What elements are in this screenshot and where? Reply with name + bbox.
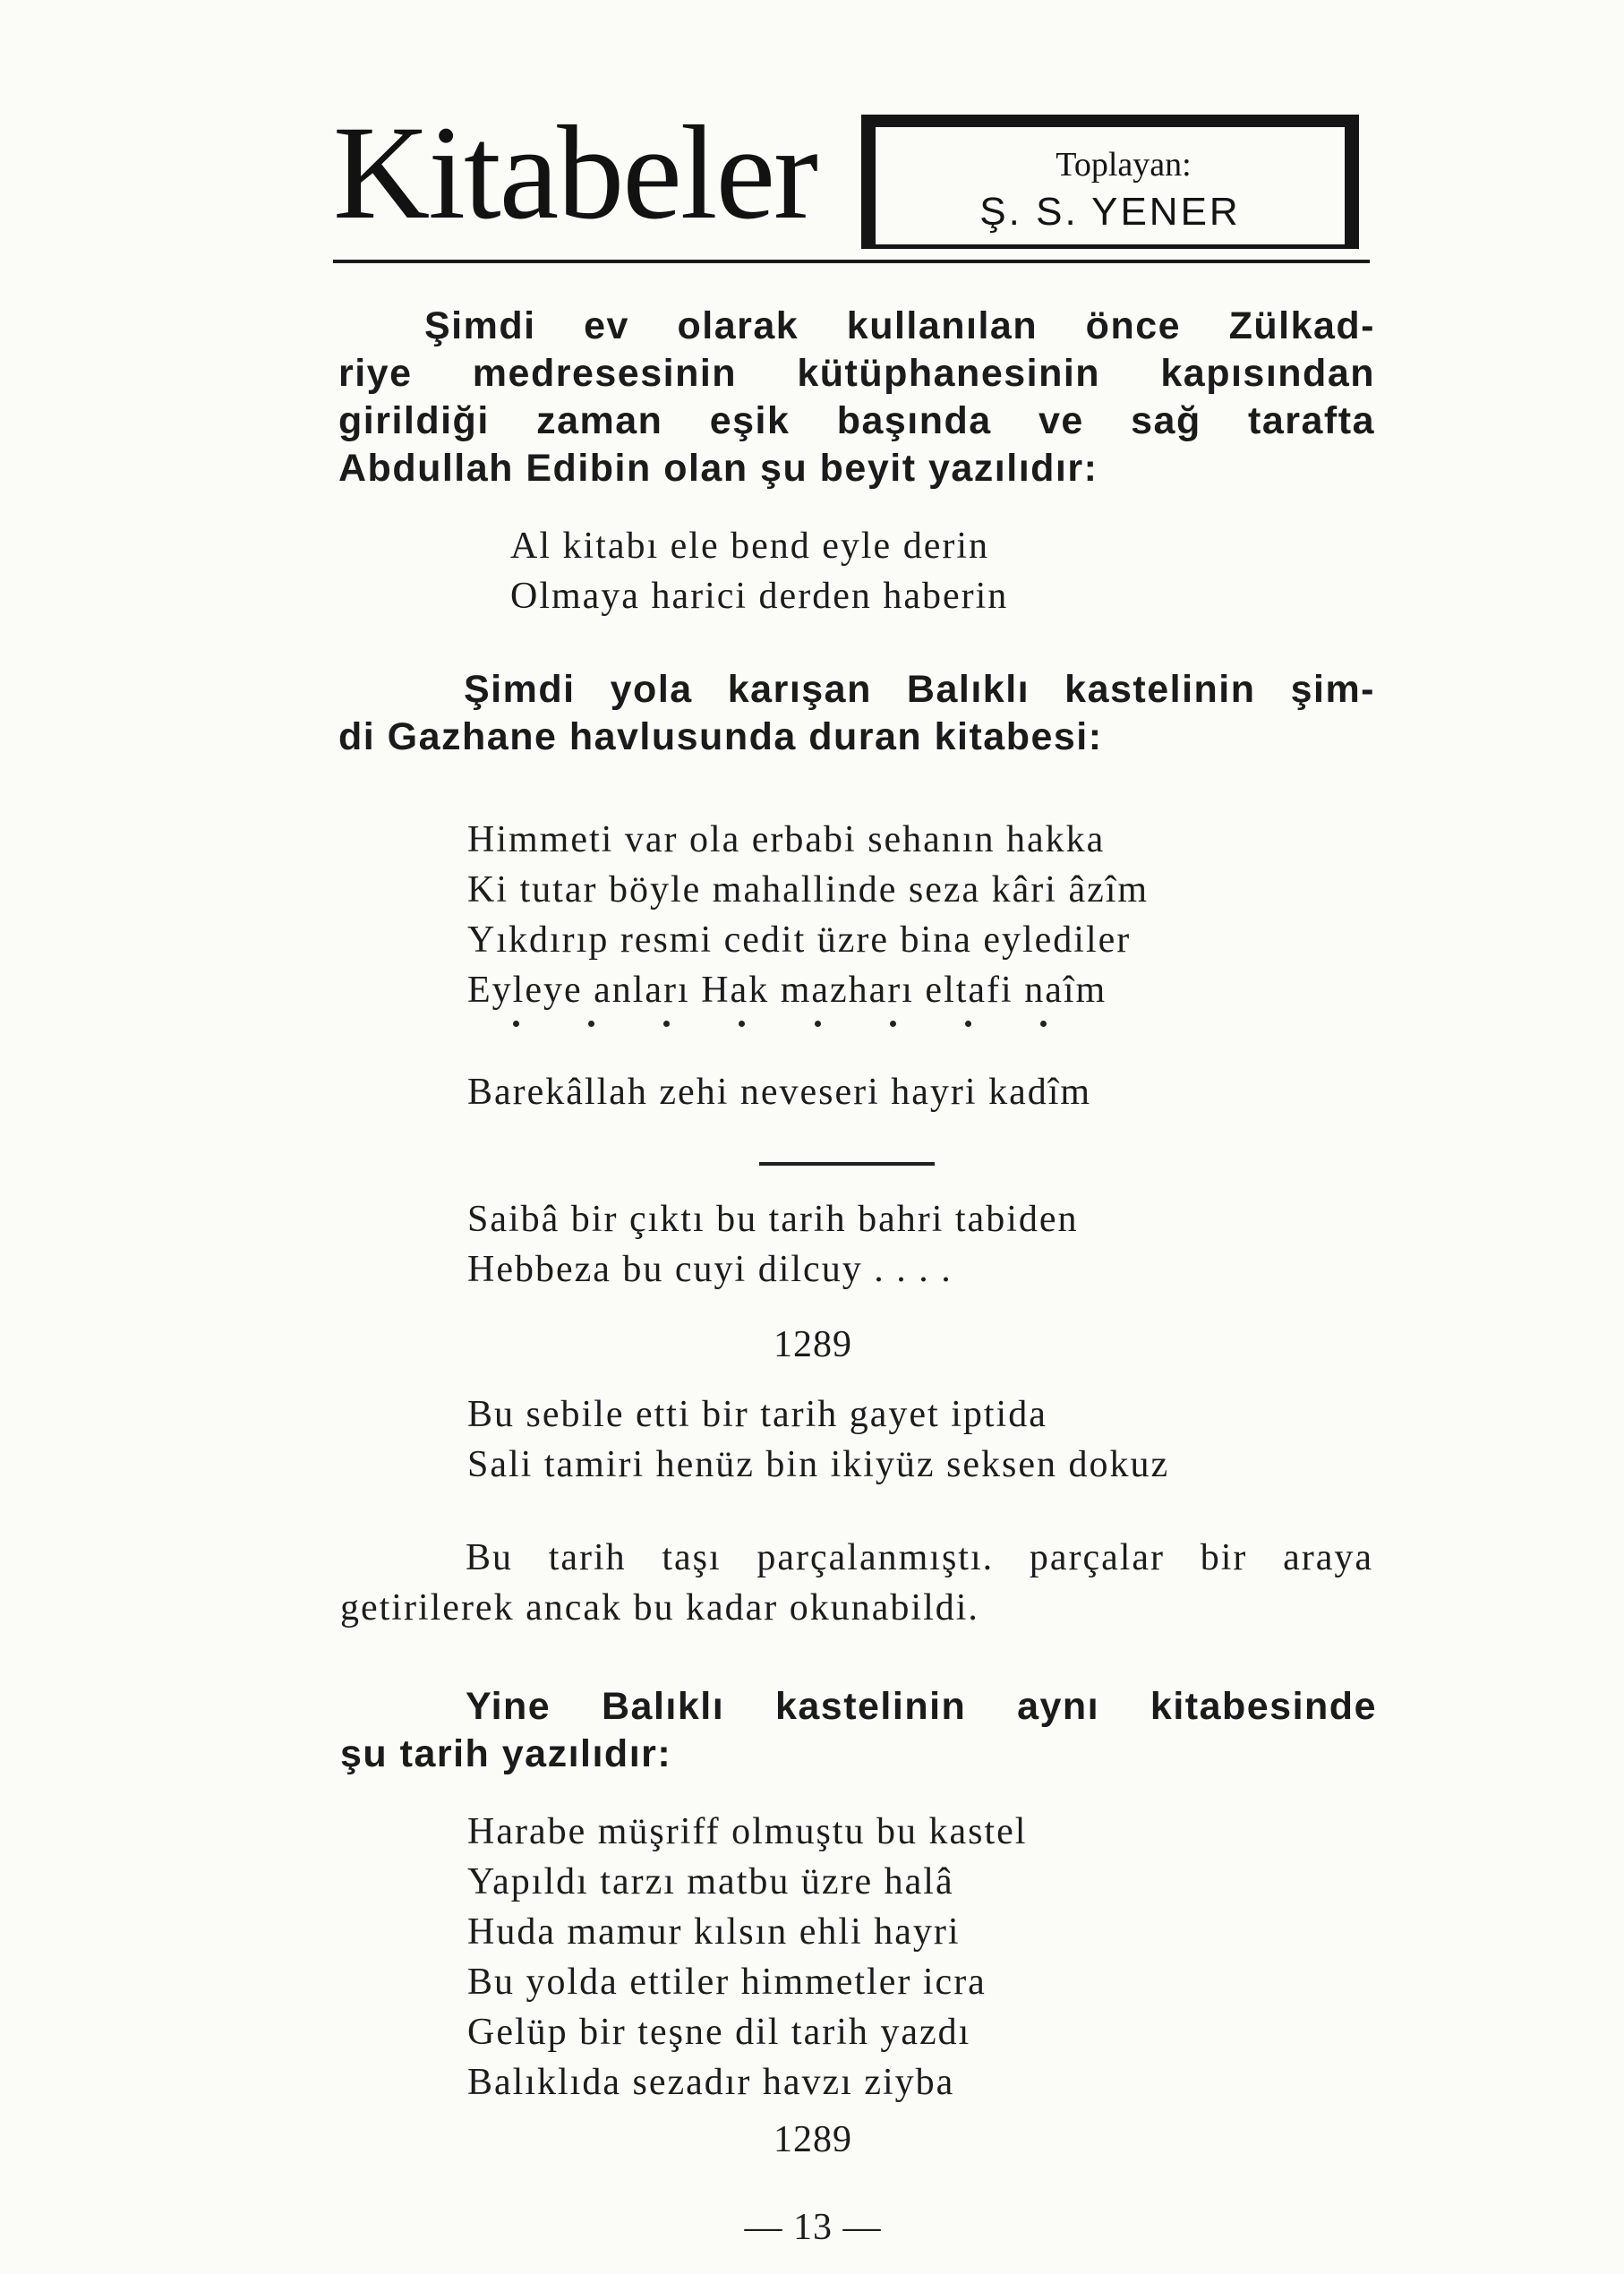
section3-intro: [340, 1683, 1377, 1778]
year-label: 1289: [774, 2119, 852, 2160]
section2-verse2: [467, 1194, 1079, 1295]
section1-line: girildiği zaman eşik başında ve sağ tarafta: [338, 399, 1375, 442]
verse-line: Olmaya harici derden haberin: [510, 576, 1009, 617]
compiler-label: Toplayan:: [1056, 146, 1192, 184]
section1-line: riye medresesinin kütüphanesinin kapısından: [338, 352, 1375, 395]
verse-line: Huda mamur kılsın ehli hayri: [467, 1911, 961, 1953]
verse-line: Eyleye anları Hak mazharı eltafi naîm: [467, 970, 1107, 1011]
section3-line: Yine Balıklı kastelinin aynı kitabesinde: [466, 1685, 1377, 1728]
verse-line: Balıklıda sezadır havzı ziyba: [467, 2062, 955, 2103]
header-rule: [333, 260, 1370, 263]
ellipsis-dots: [513, 1021, 1047, 1027]
section1-line: Abdullah Edibin olan şu beyit yazılıdır:: [338, 447, 1098, 490]
verse-line: Bu yolda ettiler himmetler icra: [467, 1962, 987, 2003]
page-number: — 13 —: [744, 2207, 882, 2248]
verse-line: Saibâ bir çıktı bu tarih bahri tabiden: [467, 1199, 1079, 1240]
verse-line: Sali tamiri henüz bin ikiyüz seksen dokuz: [467, 1444, 1170, 1485]
compiler-name: Ş. S. YENER: [979, 190, 1241, 234]
verse-line: Yıkdırıp resmi cedit üzre bina eylediler: [467, 919, 1132, 961]
section2-note: [340, 1533, 1373, 1633]
section3-verse: [467, 1807, 1027, 2107]
verse-line: Hebbeza bu cuyi dilcuy . . . .: [467, 1249, 953, 1290]
section2-intro: [338, 666, 1375, 761]
year-label: 1289: [774, 1324, 852, 1365]
divider-rule: [759, 1162, 935, 1166]
section1-verse: [510, 521, 1008, 621]
section2-verse: [467, 815, 1149, 1015]
compiler-box: [861, 115, 1359, 249]
section1-line: Şimdi ev olarak kullanılan önce Zülkad-: [424, 304, 1375, 347]
verse-line: Yapıldı tarzı matbu üzre halâ: [467, 1861, 954, 1902]
section1-intro: [338, 303, 1375, 492]
section2-verse-after-dots: Barekâllah zehi neveseri hayri kadîm: [467, 1072, 1092, 1113]
verse-line: Harabe müşriff olmuştu bu kastel: [467, 1811, 1028, 1852]
verse-line: Himmeti var ola erbabi sehanın hakka: [467, 819, 1106, 860]
verse-line: Al kitabı ele bend eyle derin: [510, 526, 989, 567]
note-line: getirilerek ancak bu kadar okunabildi.: [340, 1587, 979, 1629]
page-title: Kitabeler: [333, 98, 817, 247]
section2-line: di Gazhane havlusunda duran kitabesi:: [338, 715, 1103, 758]
verse-line: Ki tutar böyle mahallinde seza kâri âzîm: [467, 869, 1150, 910]
note-line: Bu tarih taşı parçalanmıştı. parçalar bir araya: [466, 1537, 1373, 1578]
verse-line: Gelüp bir teşne dil tarih yazdı: [467, 2012, 971, 2053]
verse-line: Bu sebile etti bir tarih gayet iptida: [467, 1394, 1047, 1435]
section3-line: şu tarih yazılıdır:: [340, 1732, 672, 1775]
section2-line: Şimdi yola karışan Balıklı kastelinin şim-: [464, 668, 1375, 711]
section2-verse3: [467, 1389, 1169, 1490]
